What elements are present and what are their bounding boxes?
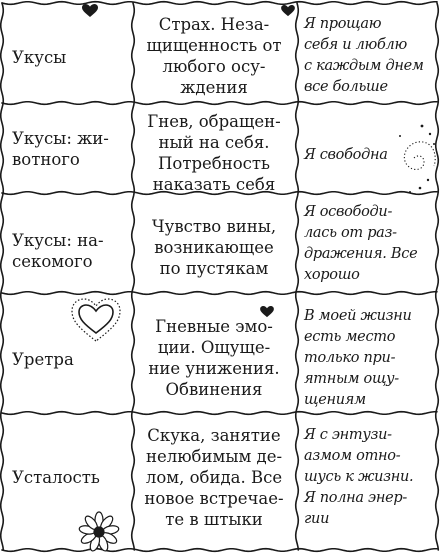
affirmation-line: хорошо — [304, 267, 360, 283]
cause-line: Гнев, обращен- — [147, 112, 281, 131]
row-border — [2, 292, 437, 295]
heart-icon — [260, 306, 274, 318]
ailment-cell — [12, 349, 130, 370]
cause-line: ние унижения. — [148, 359, 280, 378]
affirmation-line: Я прощаю — [304, 16, 382, 32]
row-border — [2, 2, 437, 5]
ailment-line: Укусы — [12, 48, 67, 67]
ailment-line: Укусы: жи- — [12, 129, 109, 148]
affirmation-line: с каждым днем — [304, 58, 424, 74]
cause-line: Обвинения — [165, 380, 263, 399]
row-border — [2, 412, 437, 415]
affirmation-cell — [304, 306, 436, 411]
ailment-line: Уретра — [12, 350, 74, 369]
affirmation-line: азмом отно- — [304, 448, 401, 464]
cause-cell — [138, 111, 290, 195]
cause-cell — [138, 14, 290, 98]
swirl-icon — [384, 118, 438, 200]
affirmation-cell — [304, 425, 436, 530]
affirmation-cell — [304, 14, 436, 98]
column-border — [436, 3, 439, 550]
ailment-cell — [12, 47, 130, 68]
affirmation-line: только при- — [304, 350, 396, 366]
ailment-line: Укусы: на- — [12, 231, 104, 250]
cause-line: Скука, занятие — [147, 426, 281, 445]
affirmation-line: Я свободна — [304, 147, 388, 163]
cause-cell — [138, 216, 290, 279]
cause-line: Гневные эмо- — [155, 317, 273, 336]
affirmation-line: все больше — [304, 79, 388, 95]
affirmation-line: щениям — [304, 392, 366, 408]
cause-cell — [138, 425, 290, 530]
cause-line: ный на себя. — [158, 133, 270, 152]
cause-line: любого осу- — [162, 57, 266, 76]
affirmation-line: В моей жизни — [304, 308, 412, 324]
column-border — [132, 3, 135, 550]
affirmation-line: Я освободи- — [304, 204, 393, 220]
cause-line: щищенность от — [146, 36, 282, 55]
cause-line: ции. Ощуще- — [157, 338, 271, 357]
affirmation-line: ятным ощу- — [304, 371, 399, 387]
cause-line: нелюбимым де- — [145, 447, 283, 466]
cause-line: Потребность — [158, 154, 270, 173]
heart-outline-icon — [70, 297, 122, 345]
ailment-line: Усталость — [12, 468, 100, 487]
cause-line: Чувство вины, — [151, 217, 277, 236]
cause-cell — [138, 316, 290, 400]
ailment-line: секомого — [12, 252, 93, 271]
row-border — [2, 102, 437, 105]
cause-line: наказать себя — [152, 175, 276, 194]
column-border — [296, 3, 299, 550]
cause-line: новое встречае- — [144, 489, 284, 508]
ailment-line: вотного — [12, 150, 80, 169]
affirmation-line: лась от раз- — [304, 225, 397, 241]
affirmation-line: гии — [304, 511, 330, 527]
ailment-cell — [12, 230, 130, 272]
ailment-cell — [12, 467, 130, 488]
affirmation-line: шусь к жизни. — [304, 469, 414, 485]
row-border — [2, 549, 437, 552]
cause-line: те в штыки — [165, 510, 263, 529]
affirmation-line: есть место — [304, 329, 396, 345]
ailment-cell — [12, 128, 130, 170]
affirmation-line: Я с энтузи- — [304, 427, 392, 443]
affirmation-line: дражения. Все — [304, 246, 418, 262]
affirmation-line: себя и люблю — [304, 37, 407, 53]
cause-line: лом, обида. Все — [145, 468, 283, 487]
cause-line: возникающее — [154, 238, 274, 257]
heart-icon — [281, 5, 295, 17]
affirmation-cell — [304, 202, 436, 286]
cause-line: ждения — [180, 78, 248, 97]
flower-icon — [76, 510, 122, 554]
affirmation-line: Я полна энер- — [304, 490, 407, 506]
column-border — [1, 3, 4, 550]
heart-icon — [82, 4, 98, 18]
cause-line: по пустякам — [159, 259, 269, 278]
cause-line: Страх. Неза- — [158, 15, 270, 34]
